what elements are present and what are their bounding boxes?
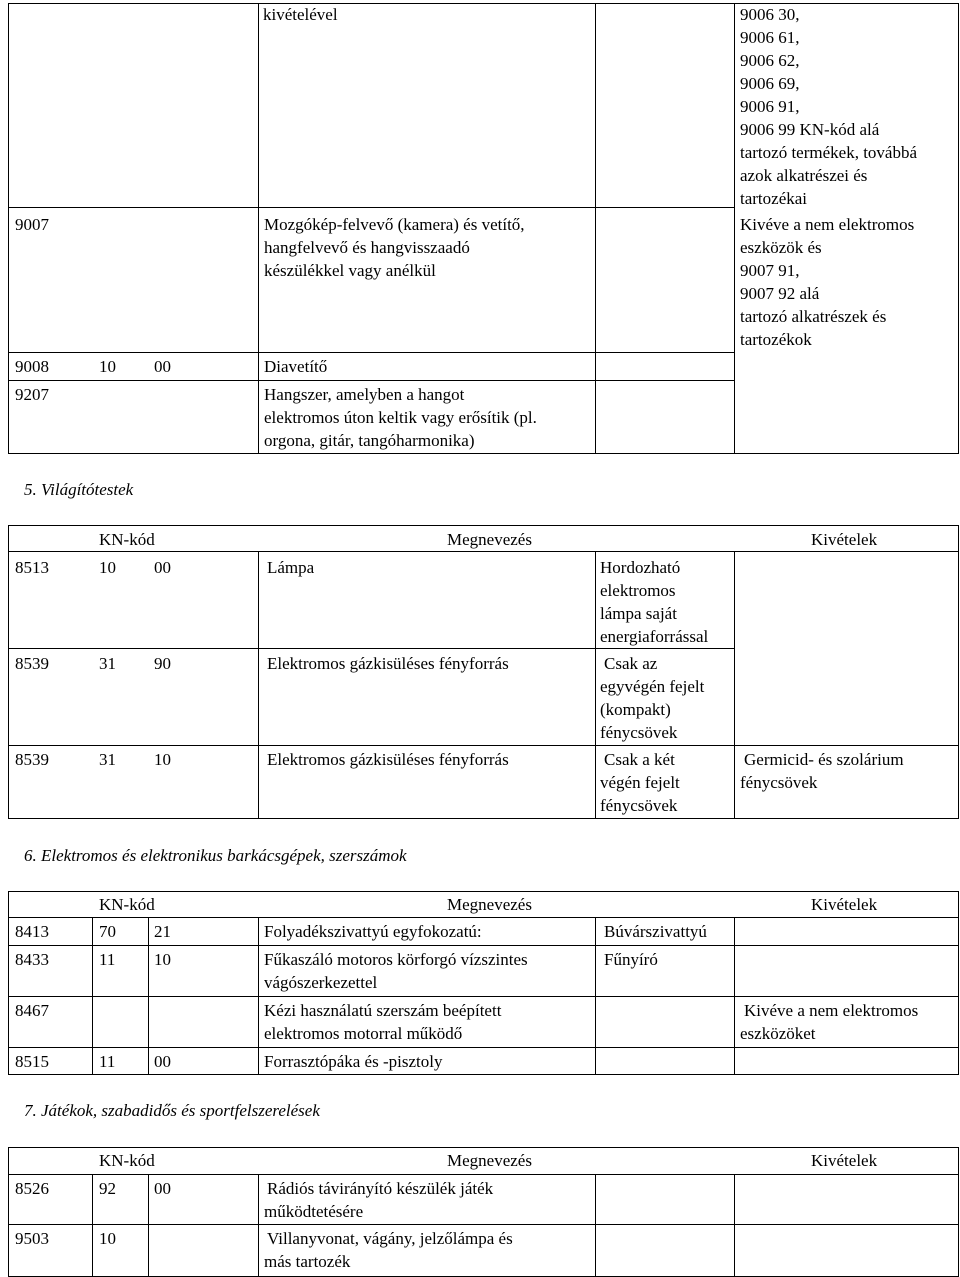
top-row1-exc-2: 9007 91, [740, 261, 800, 280]
top-row3-code: 9207 [15, 385, 49, 404]
top-row0-exc-1: 9006 61, [740, 28, 800, 47]
top-row2-code1: 9008 [15, 357, 49, 376]
top-row3-name-0: Hangszer, amelyben a hangot [264, 385, 465, 404]
s6-r2-name-1: elektromos motorral működő [264, 1024, 463, 1043]
s5-r2-only-1: végén fejelt [600, 773, 680, 792]
s6-r1-c1: 8433 [15, 950, 49, 969]
s6-r2-name-0: Kézi használatú szerszám beépített [264, 1001, 502, 1020]
s5-r1-only-3: fénycsövek [600, 723, 678, 742]
s5-r0-c2: 10 [99, 558, 116, 577]
s5-r0-only-1: elektromos [600, 581, 676, 600]
s7-r1-c1: 9503 [15, 1229, 49, 1248]
s5-r0-c1: 8513 [15, 558, 49, 577]
s6-r1-name-1: vágószerkezettel [264, 973, 378, 992]
s6-r1-name-0: Fűkaszáló motoros körforgó vízszintes [264, 950, 528, 969]
s7-header-code: KN-kód [99, 1151, 155, 1170]
s6-r0-c1: 8413 [15, 922, 49, 941]
top-row3-name-1: elektromos úton keltik vagy erősítik (pl. [264, 408, 537, 427]
s6-r1-c3: 10 [154, 950, 171, 969]
s5-r1-only-1: egyvégén fejelt [600, 677, 705, 696]
s7-r0-name-1: működtetésére [264, 1202, 364, 1221]
top-row0-exc-3: 9006 69, [740, 74, 800, 93]
s5-r1-only-2: (kompakt) [600, 700, 671, 719]
top-row0-name: kivételével [263, 5, 338, 24]
s5-r2-c3: 10 [154, 750, 171, 769]
top-row1-exc-5: tartozékok [740, 330, 812, 349]
s6-r1-only: Fűnyíró [604, 950, 658, 969]
s6-r2-exc-1: eszközöket [740, 1024, 816, 1043]
s5-r1-name: Elektromos gázkisüléses fényforrás [267, 654, 509, 673]
s7-header-name: Megnevezés [447, 1151, 532, 1170]
section5-title: 5. Világítótestek [24, 480, 134, 499]
top-row0-exc-2: 9006 62, [740, 51, 800, 70]
s7-r1-name-0: Villanyvonat, vágány, jelzőlámpa és [267, 1229, 513, 1248]
s5-r2-only-2: fénycsövek [600, 796, 678, 815]
top-row1-code: 9007 [15, 215, 49, 234]
s7-header-exceptions: Kivételek [811, 1151, 878, 1170]
s6-r0-only: Búvárszivattyú [604, 922, 707, 941]
s6-r2-c1: 8467 [15, 1001, 49, 1020]
s5-r1-c3: 90 [154, 654, 171, 673]
s5-r0-only-3: energiaforrással [600, 627, 709, 646]
s5-r2-c2: 31 [99, 750, 116, 769]
s6-r1-c2: 11 [99, 950, 116, 969]
s5-r0-c3: 00 [154, 558, 171, 577]
top-row1-name-0: Mozgókép-felvevő (kamera) és vetítő, [264, 215, 525, 234]
s5-r1-c2: 31 [99, 654, 116, 673]
top-row2-code3: 00 [154, 357, 171, 376]
top-row0-exc-8: tartozékai [740, 189, 808, 208]
s5-r0-only-0: Hordozható [600, 558, 681, 577]
s5-r1-only-0: Csak az [604, 654, 658, 673]
top-row1-name-2: készülékkel vagy anélkül [264, 261, 436, 280]
top-row1-name-1: hangfelvevő és hangvisszaadó [264, 238, 470, 257]
s6-header-code: KN-kód [99, 895, 155, 914]
s5-r1-c1: 8539 [15, 654, 49, 673]
s5-r2-only-0: Csak a két [604, 750, 675, 769]
s7-r0-c3: 00 [154, 1179, 171, 1198]
s5-r2-exc-0: Germicid- és szolárium [744, 750, 904, 769]
top-row0-exc-5: 9006 99 KN-kód alá [740, 120, 880, 139]
section6-title: 6. Elektromos és elektronikus barkácsgépek, szerszámok [24, 846, 407, 865]
s5-r2-name: Elektromos gázkisüléses fényforrás [267, 750, 509, 769]
s6-r0-c3: 21 [154, 922, 171, 941]
top-row1-exc-4: tartozó alkatrészek és [740, 307, 887, 326]
s5-r2-c1: 8539 [15, 750, 49, 769]
s6-r2-exc-0: Kivéve a nem elektromos [744, 1001, 919, 1020]
s7-r1-c2: 10 [99, 1229, 116, 1248]
s5-r0-name: Lámpa [267, 558, 315, 577]
s6-header-exceptions: Kivételek [811, 895, 878, 914]
s7-r0-c1: 8526 [15, 1179, 49, 1198]
s7-r0-c2: 92 [99, 1179, 116, 1198]
top-row3-name-2: orgona, gitár, tangóharmonika) [264, 431, 475, 450]
s6-r3-name-0: Forrasztópáka és -pisztoly [264, 1052, 443, 1071]
s5-header-code: KN-kód [99, 530, 155, 549]
s6-r3-c2: 11 [99, 1052, 116, 1071]
s5-r2-exc-1: fénycsövek [740, 773, 818, 792]
s5-header-name: Megnevezés [447, 530, 532, 549]
s7-r1-name-1: más tartozék [264, 1252, 351, 1271]
top-row1-exc-3: 9007 92 alá [740, 284, 820, 303]
s6-header-name: Megnevezés [447, 895, 532, 914]
s6-r0-c2: 70 [99, 922, 116, 941]
top-row0-exc-7: azok alkatrészei és [740, 166, 868, 185]
top-row0-exc-4: 9006 91, [740, 97, 800, 116]
top-row1-exc-1: eszközök és [740, 238, 822, 257]
top-row1-exc-0: Kivéve a nem elektromos [740, 215, 915, 234]
s6-r3-c3: 00 [154, 1052, 171, 1071]
top-row2-code2: 10 [99, 357, 116, 376]
section7-title: 7. Játékok, szabadidős és sportfelszerelések [24, 1101, 320, 1120]
s6-r0-name-0: Folyadékszivattyú egyfokozatú: [264, 922, 482, 941]
s7-r0-name-0: Rádiós távirányító készülék játék [267, 1179, 494, 1198]
top-row2-name: Diavetítő [264, 357, 328, 376]
top-row0-exc-6: tartozó termékek, továbbá [740, 143, 918, 162]
s5-header-exceptions: Kivételek [811, 530, 878, 549]
top-row0-exc-0: 9006 30, [740, 5, 800, 24]
s6-r3-c1: 8515 [15, 1052, 49, 1071]
s5-r0-only-2: lámpa saját [600, 604, 677, 623]
